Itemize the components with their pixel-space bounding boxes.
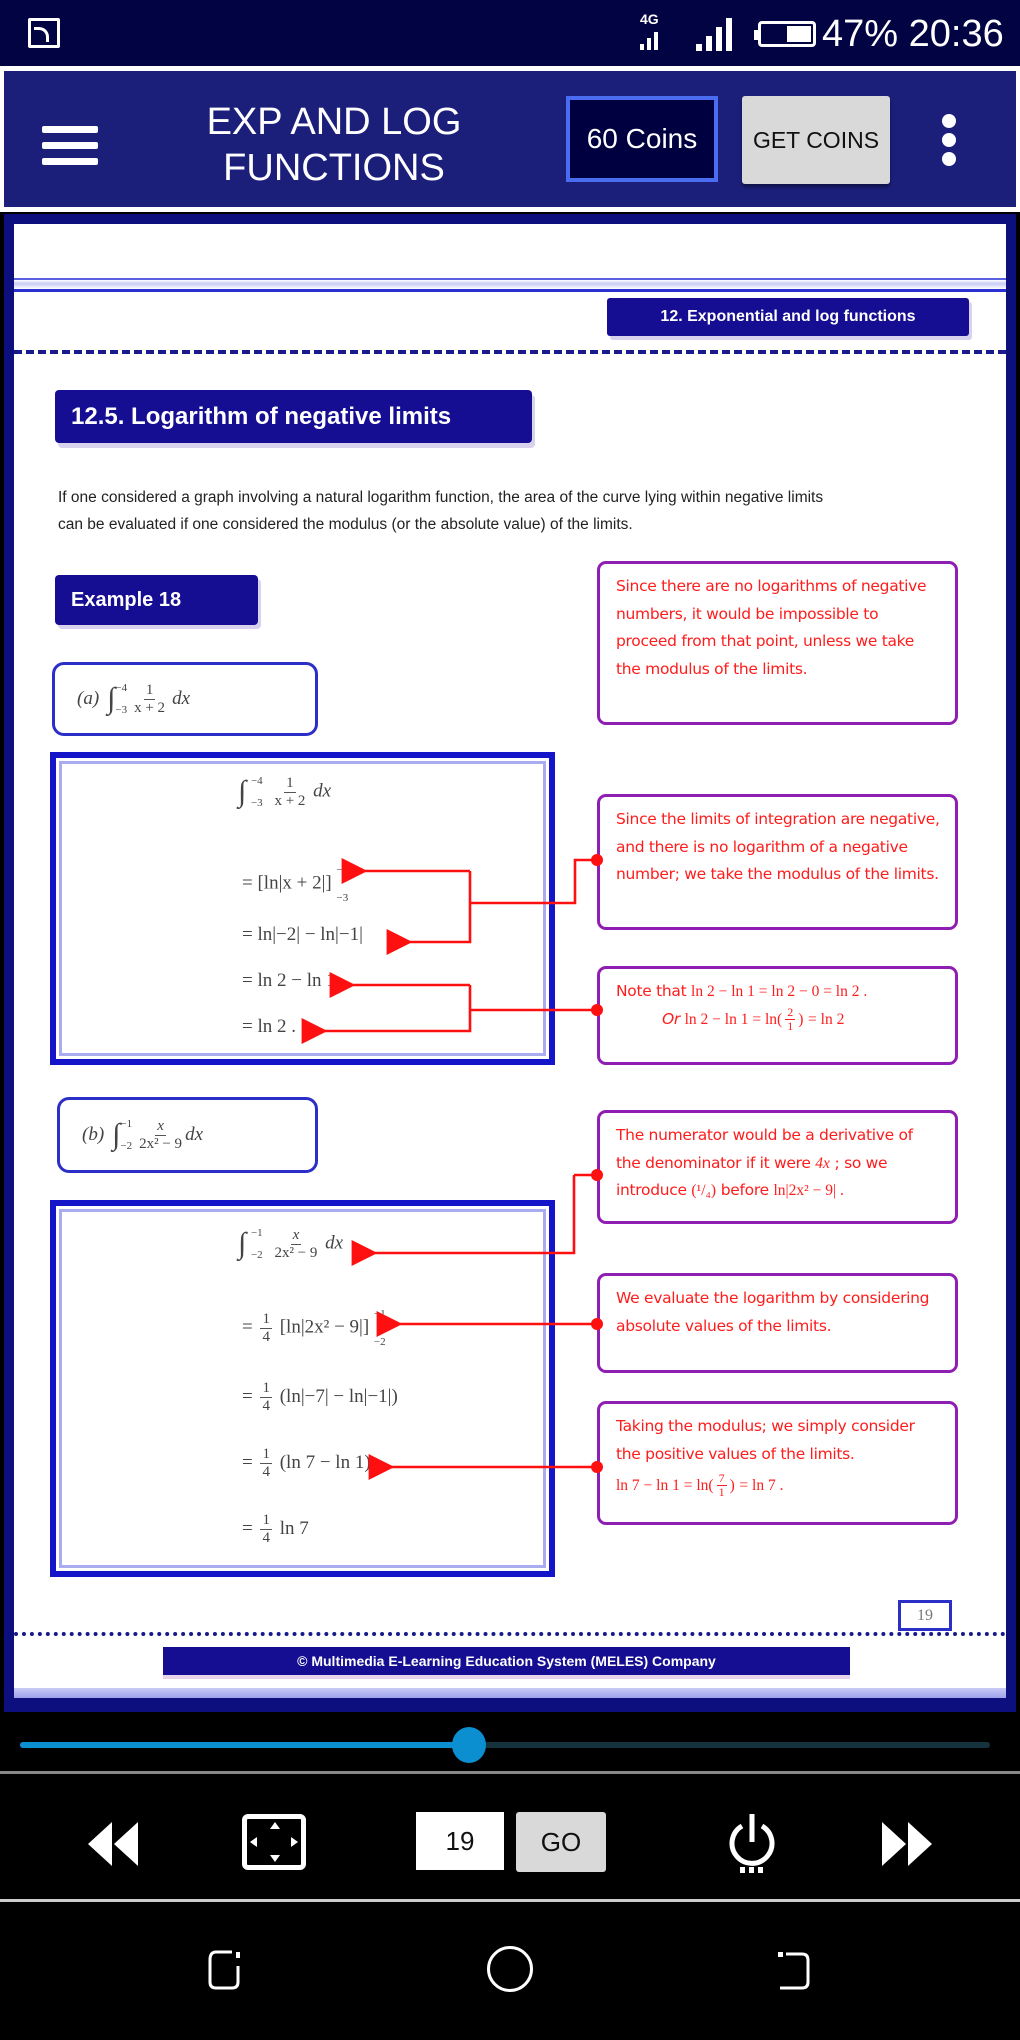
signal-bars-icon xyxy=(694,14,736,54)
denominator: 1 xyxy=(787,1018,794,1033)
numerator: x xyxy=(292,1226,300,1243)
coins-balance[interactable]: 60 Coins xyxy=(566,96,718,182)
get-coins-button[interactable]: GET COINS xyxy=(742,96,890,184)
integral-sign: ∫ xyxy=(107,682,116,715)
solution-a-step-1: ∫ −4 −3 $\frac{1}{x + 2}$ dx xyxy=(238,770,331,814)
note-box-5: We evaluate the logarithm by considering absolute values of the limits. xyxy=(597,1273,958,1373)
hamburger-icon[interactable] xyxy=(42,126,98,166)
solution-b-step-3 xyxy=(242,1380,398,1415)
upper-limit: −4 xyxy=(115,682,128,694)
problem-a-box xyxy=(52,662,318,736)
copyright-footer: © Multimedia E-Learning Education System (MELES) Company xyxy=(163,1647,850,1675)
app-title-line1: EXP AND LOG xyxy=(206,101,462,143)
fast-forward-icon[interactable] xyxy=(878,1822,932,1866)
denominator: 2x² − 9 xyxy=(274,1244,318,1261)
dashed-divider xyxy=(14,350,1006,354)
denominator: 4 xyxy=(262,1530,270,1546)
numerator: 1 xyxy=(286,774,294,791)
integrand-fraction xyxy=(134,682,165,717)
slider-progress xyxy=(20,1742,470,1748)
denominator: x + 2 xyxy=(274,792,306,809)
recent-apps-icon[interactable] xyxy=(206,1948,246,1992)
note-box-3: Note that ln 2 − ln 1 = ln 2 − 0 = ln 2 . Or ln 2 − ln 1 = ln( $\frac{2}{1}$ ) = ln 2 xyxy=(597,966,958,1065)
note-text: ; so we introduce xyxy=(616,1153,888,1199)
kebab-menu-icon[interactable] xyxy=(942,114,958,166)
denominator: 4 xyxy=(262,1328,270,1345)
solution-b-step-1: ∫ −1 −2 $\frac{x}{\text{2x² − 9}}$ dx xyxy=(238,1222,343,1266)
status-bar xyxy=(0,0,1020,66)
denominator: x + 2 xyxy=(134,699,166,716)
example-label: Example 18 xyxy=(55,575,258,625)
intro-line-2: can be evaluated if one considered the modulus (or the absolute value) of the limits. xyxy=(58,516,633,533)
differential: dx xyxy=(325,1232,344,1254)
upper-limit: −1 xyxy=(250,1227,263,1239)
integral-limits xyxy=(115,677,127,721)
note-box-1: Since there are no logarithms of negative numbers, it would be impossible to proceed from that point, unless we take the modulus of the limits. xyxy=(597,561,958,725)
intro-paragraph xyxy=(58,484,958,538)
note-math: ln 7 − ln 1 = ln xyxy=(616,1477,709,1494)
note-math: ln 2 − ln 1 = ln 2 − 0 = ln 2 . xyxy=(691,983,868,1000)
page-number-input[interactable] xyxy=(416,1812,504,1870)
home-icon[interactable] xyxy=(487,1946,533,1992)
denominator: 4 xyxy=(262,1464,270,1480)
slider-thumb[interactable] xyxy=(452,1727,486,1763)
numerator: 1 xyxy=(262,1446,270,1462)
problem-b-box xyxy=(57,1097,318,1173)
integral-sign: ∫ xyxy=(112,1118,121,1151)
numerator: 1 xyxy=(262,1512,270,1528)
intro-line-1: If one considered a graph involving a natural logarithm function, the area of the curve lying within negative limits xyxy=(58,489,824,506)
back-icon[interactable] xyxy=(774,1948,814,1992)
differential: dx xyxy=(185,1124,203,1145)
denominator: 2x² − 9 xyxy=(139,1135,183,1152)
lower-limit: −3 xyxy=(115,704,128,716)
note-box-4 xyxy=(597,1110,958,1224)
differential: dx xyxy=(313,780,332,802)
note-text: Taking the modulus; we simply consider the positive values of the limits. xyxy=(616,1417,915,1463)
note-math: = ln 7 . xyxy=(739,1477,784,1494)
numerator: 2 xyxy=(787,1004,794,1019)
status-text xyxy=(822,12,1004,56)
upper-limit: −4 xyxy=(336,864,349,876)
numerator: 1 xyxy=(262,1380,270,1396)
footer-band xyxy=(14,1688,1006,1698)
solution-a-step-2 xyxy=(242,856,352,912)
upper-limit: −1 xyxy=(120,1118,133,1130)
step-expression: = [ln|x + 2|] xyxy=(242,872,332,894)
equals: = xyxy=(242,1517,253,1539)
step-expression: (ln|−7| − ln|−1|) xyxy=(279,1385,398,1407)
network-type: 4G xyxy=(640,11,659,27)
note-text: Or xyxy=(662,1009,680,1028)
lower-limit: −2 xyxy=(120,1140,133,1152)
solution-b-step-2 xyxy=(242,1300,390,1356)
solution-b-step-4 xyxy=(242,1446,371,1481)
page-number: 19 xyxy=(898,1600,952,1631)
solution-b-step-5 xyxy=(242,1512,309,1547)
note-math: 4x xyxy=(815,1154,830,1172)
note-math: = ln 2 xyxy=(808,1010,845,1028)
note-text: before xyxy=(720,1181,769,1199)
note-text: The numerator would be a derivative of the denominator if it were xyxy=(616,1126,913,1172)
upper-limit: −1 xyxy=(373,1308,386,1320)
footer-divider xyxy=(14,1632,1006,1636)
lower-limit: −3 xyxy=(336,892,349,904)
step-expression: ln 7 xyxy=(279,1517,309,1539)
integral-limits xyxy=(120,1113,132,1157)
equals: = xyxy=(242,1451,253,1473)
section-title: 12.5. Logarithm of negative limits xyxy=(55,390,532,443)
numerator: 7 xyxy=(718,1471,725,1485)
equals: = xyxy=(242,1316,253,1338)
cast-icon xyxy=(28,18,60,48)
note-box-2: Since the limits of integration are negative, and there is no logarithm of a negative number; we take the modulus of the limits. xyxy=(597,794,958,930)
note-math: ln 2 − ln 1 = ln xyxy=(684,1010,778,1028)
app-title xyxy=(174,99,494,191)
differential: dx xyxy=(172,688,190,709)
app-title-line2: FUNCTIONS xyxy=(223,147,445,189)
solution-a-step-3: = ln|−2| − ln|−1| xyxy=(242,924,363,945)
integrand-fraction xyxy=(139,1118,182,1153)
numerator: 1 xyxy=(262,1310,270,1327)
lower-limit: −2 xyxy=(250,1249,263,1261)
numerator: 1 xyxy=(145,681,154,698)
chapter-badge: 12. Exponential and log functions xyxy=(607,298,969,336)
problem-b-label: (b) xyxy=(82,1124,105,1145)
solution-a-step-4: = ln 2 − ln 1 xyxy=(242,970,336,991)
clock: 20:36 xyxy=(908,13,1004,55)
signal-4g-icon xyxy=(640,12,659,26)
fit-screen-icon[interactable] xyxy=(242,1814,306,1870)
lower-limit: −2 xyxy=(373,1336,386,1348)
reader-toolbar xyxy=(0,1780,1020,1902)
step-expression: [ln|2x² − 9|] xyxy=(279,1316,370,1338)
go-button[interactable]: GO xyxy=(516,1812,606,1872)
header-band xyxy=(14,278,1006,292)
solution-a-step-5: = ln 2 . xyxy=(242,1016,296,1037)
denominator: 1 xyxy=(718,1485,725,1499)
note-math: (¹/₄) xyxy=(691,1182,717,1199)
denominator: 4 xyxy=(262,1398,270,1414)
lower-limit: −3 xyxy=(250,797,263,809)
numerator: x xyxy=(157,1117,164,1134)
battery-icon xyxy=(758,21,816,47)
power-icon[interactable] xyxy=(726,1812,778,1874)
signal-4g-bars-icon xyxy=(640,28,662,52)
equals: = xyxy=(242,1385,253,1407)
battery-percent: 47% xyxy=(822,13,899,55)
step-expression: (ln 7 − ln 1) xyxy=(279,1451,371,1473)
upper-limit: −4 xyxy=(250,775,263,787)
note-box-6: Taking the modulus; we simply consider the positive values of the limits. ln 7 − ln 1 = ln( $\frac{7}{1}$ ) = ln 7 . xyxy=(597,1401,958,1525)
note-text: Note that xyxy=(616,982,687,1000)
problem-a-label: (a) xyxy=(77,688,100,709)
note-math: ln|2x² − 9| . xyxy=(773,1182,844,1199)
rewind-icon[interactable] xyxy=(88,1822,142,1866)
